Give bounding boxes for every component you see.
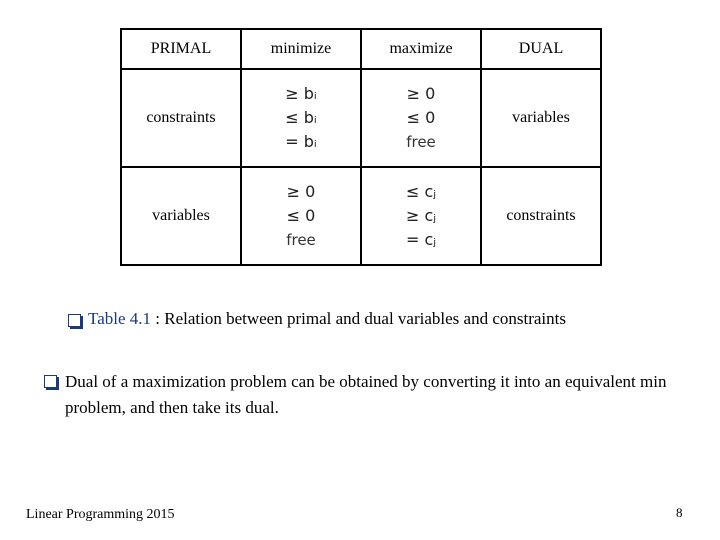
page-number: 8 — [676, 505, 683, 520]
header-maximize: maximize — [389, 40, 453, 57]
row1-primal-label: constraints — [146, 109, 216, 126]
relation: ≤ bᵢ — [285, 108, 317, 127]
header-primal: PRIMAL — [150, 40, 212, 57]
header-minimize: minimize — [270, 40, 332, 57]
row1-min-relations — [242, 70, 360, 166]
row2-primal-label: variables — [152, 207, 210, 224]
row1-max-relations — [362, 70, 480, 166]
row2-min-relations — [242, 168, 360, 264]
checkbox-bullet-icon — [44, 375, 57, 388]
relation: ≤ 0 — [406, 108, 436, 127]
relation: ≥ 0 — [286, 182, 316, 201]
relation: free — [286, 231, 316, 249]
footer-title: Linear Programming 2015 — [26, 507, 175, 522]
relation: ≥ cⱼ — [405, 206, 437, 225]
note-paragraph — [44, 369, 684, 421]
note-text: Dual of a maximization problem can be obtained by converting it into an equivalent min problem, and then take its dual. — [65, 372, 667, 417]
header-dual: DUAL — [518, 40, 564, 57]
caption-label: Table 4.1 — [88, 309, 152, 328]
caption-text: : Relation between primal and dual variables and constraints — [151, 309, 566, 328]
primal-dual-table — [120, 28, 602, 266]
row1-dual-label: variables — [512, 109, 570, 126]
relation: = cⱼ — [405, 230, 437, 249]
relation: ≤ cⱼ — [405, 182, 437, 201]
row2-max-relations — [362, 168, 480, 264]
checkbox-bullet-icon — [68, 314, 81, 327]
relation: = bᵢ — [285, 132, 317, 151]
relation: ≥ 0 — [406, 84, 436, 103]
table-caption — [68, 309, 566, 329]
relation: free — [406, 133, 436, 151]
relation: ≤ 0 — [286, 206, 316, 225]
relation: ≥ bᵢ — [285, 84, 317, 103]
row2-dual-label: constraints — [506, 207, 576, 224]
